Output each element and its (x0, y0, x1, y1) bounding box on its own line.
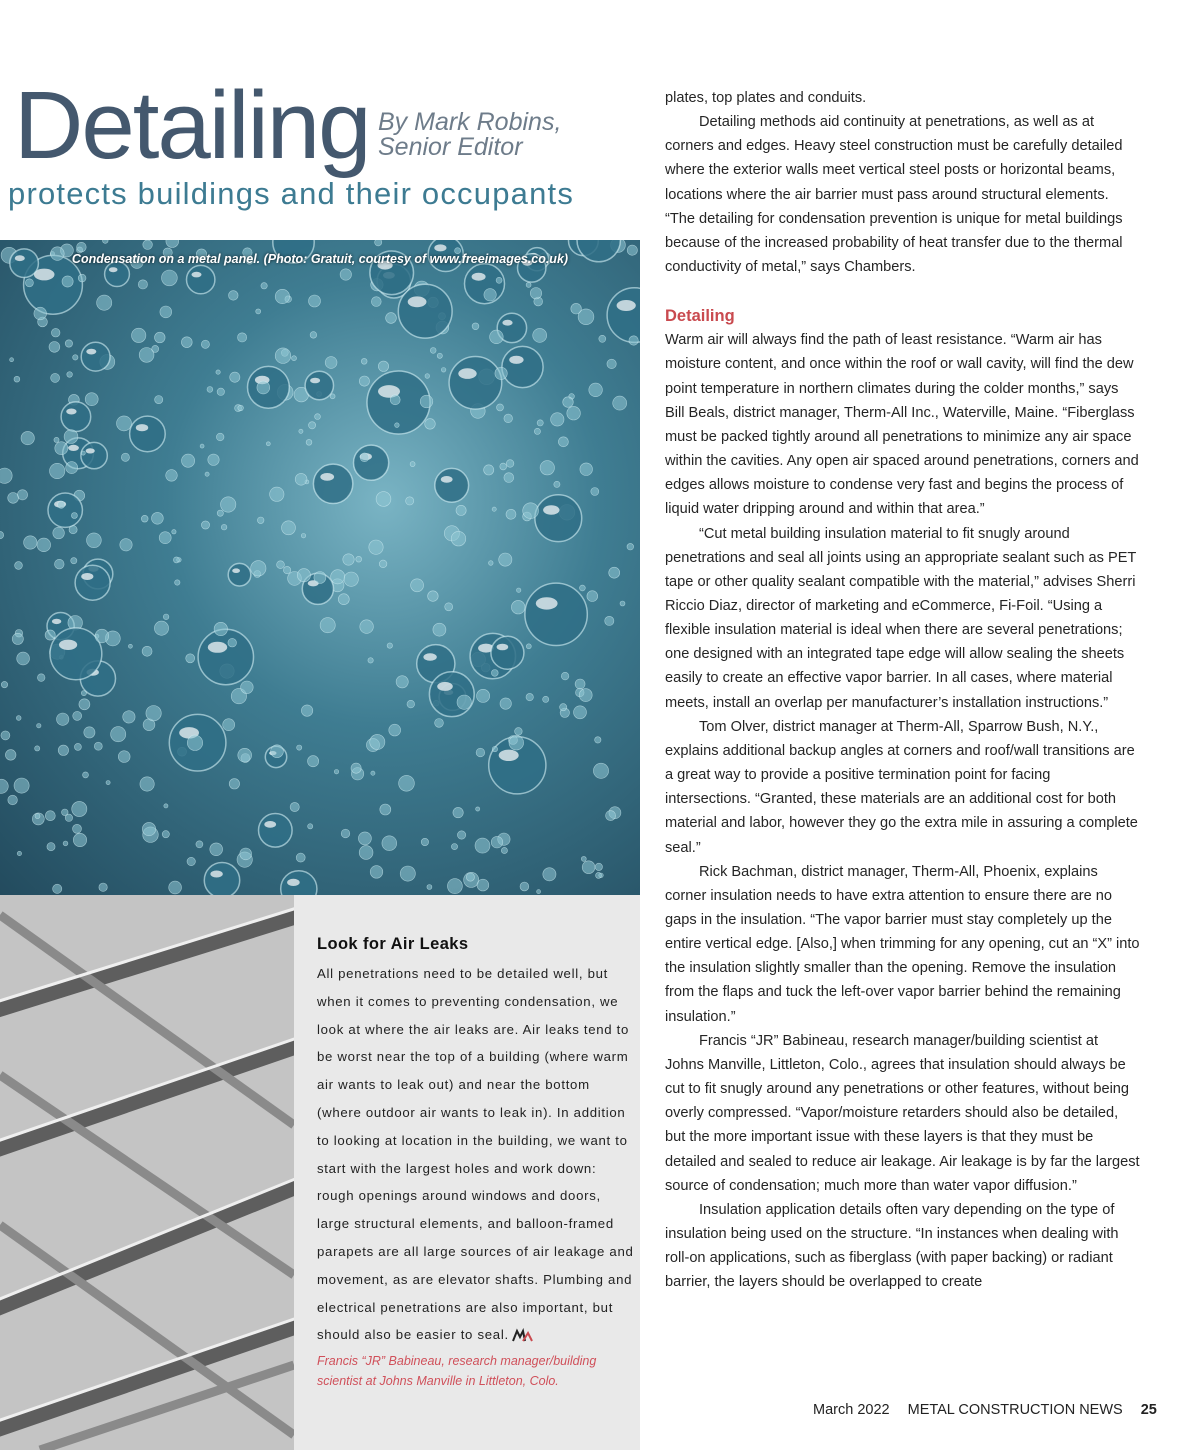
byline (378, 110, 561, 160)
article-paragraph: Insulation application details often vary depending on the type of insulation being used on the structure. “In instances when dealing with roll-on applications, such as fiberglass (with paper backing) or radiant barrier, the layers should be overlapped to create (665, 1201, 1119, 1291)
sidebar-credit: Francis “JR” Babineau, research manager/building scientist at Johns Manville in Littleton, Colo. (317, 1354, 597, 1389)
sidebar-box (294, 895, 640, 1450)
page-number: 25 (1140, 1402, 1157, 1418)
steel-beams-photo (0, 895, 294, 1450)
footer-date: March 2022 (813, 1402, 890, 1418)
sidebar-body (317, 960, 637, 1349)
sidebar-title: Look for Air Leaks (317, 935, 469, 953)
byline-role: Senior Editor (378, 133, 523, 161)
article-paragraph: Tom Olver, district manager at Therm-All, Sparrow Bush, N.Y., explains additional backup angles at corners and roof/wall transitions are a great way to provide a positive termination point for facing intersections. “Granted, these materials are an additional cost for both material and labor, however they go the extra mile in assuring a complete seal.” (665, 718, 1138, 856)
mcn-end-mark-icon (511, 1328, 535, 1344)
byline-author: By Mark Robins, (378, 108, 562, 136)
article-column (665, 86, 1140, 1295)
water-droplets-illustration (0, 240, 640, 895)
article-paragraph: Warm air will always find the path of least resistance. “Warm air has moisture content, and once within the roof or wall cavity, will find the dew point temperature in northern climates during the colder months,” says Bill Beals, district manager, Therm-All Inc., Waterville, Maine. “Fiberglass must be packed tightly around all penetrations to minimize any air space within the cavities. Any open air spaced around penetrations, corners and edges allows moisture to condense very fast and begins the process of liquid water dripping around and within that area.” (665, 332, 1139, 518)
sidebar-body-text: All penetrations need to be detailed well, but when it comes to preventing condensation, we look at where the air leaks are. Air leaks tend to be worst near the top of a building (where warm air wants to leak out) and near the bottom (where outdoor air wants to leak in). In addition to looking at location in the building, we want to start with the largest holes and work down: rough openings around windows and doors, large structural elements, and balloon-framed parapets are all large sources of air leakage and movement, as are elevator shafts. Plumbing and electrical penetrations are also important, but should also be easier to seal. (317, 966, 634, 1343)
article-paragraph: Francis “JR” Babineau, research manager/building scientist at Johns Manville, Littleton, Colo., agrees that insulation should always be cut to fit snugly around any penetrations or other features, without being overly compressed. “Vapor/moisture retarders should also be detailed, but the more important issue with these layers is that they must be detailed and sealed to reduce air leakage. Air leakage is by far the largest source of condensation; much more than water vapor diffusion.” (665, 1032, 1140, 1194)
article-paragraph: Rick Bachman, district manager, Therm-All, Phoenix, explains corner insulation needs to have extra attention to ensure there are no gaps in the insulation. “The vapor barrier must stay completely up the entire vertical edge. [Also,] when trimming for any opening, cut an “X” into the insulation slightly smaller than the opening. Remove the insulation from the flaps and tuck the left-over vapor barrier behind the remaining insulation.” (665, 863, 1140, 1025)
section-heading: Detailing (665, 307, 735, 326)
subhead: protects buildings and their occupants (8, 176, 575, 211)
article-paragraph: plates, top plates and conduits. (665, 90, 867, 106)
condensation-photo (0, 240, 640, 895)
article-paragraph: “Cut metal building insulation material to fit snugly around penetrations and seal all joints using an appropriate sealant such as PET tape or other quality sealant compatible with the material,” advises Sherri Riccio Diaz, director of marketing and eCommerce, Fi-Foil. “Using a flexible insulation material is ideal when there are several penetrations; one designed with an integrated tape edge will allow sealing the sheets easily to create an effective vapor barrier. In all cases, where material meets, install an overlap per manufacturer’s installation instructions.” (665, 525, 1137, 711)
article-paragraph: Detailing methods aid continuity at penetrations, as well as at corners and edges. Heavy steel construction must be carefully detailed where the exterior walls meet vertical steel posts or horizontal beams, locations where the air barrier must pass around structural elements. “The detailing for condensation prevention is unique for metal buildings because of the increased probability of heat transfer due to the thermal conductivity of metal,” says Chambers. (665, 114, 1123, 276)
steel-beams-illustration (0, 895, 294, 1450)
photo-caption: Condensation on a metal panel. (Photo: Gratuit, courtesy of www.freeimages.co.uk) (71, 252, 569, 266)
footer-publication: METAL CONSTRUCTION NEWS (907, 1402, 1123, 1418)
page-footer (813, 1402, 1157, 1418)
headline-title: Detailing (14, 72, 370, 179)
